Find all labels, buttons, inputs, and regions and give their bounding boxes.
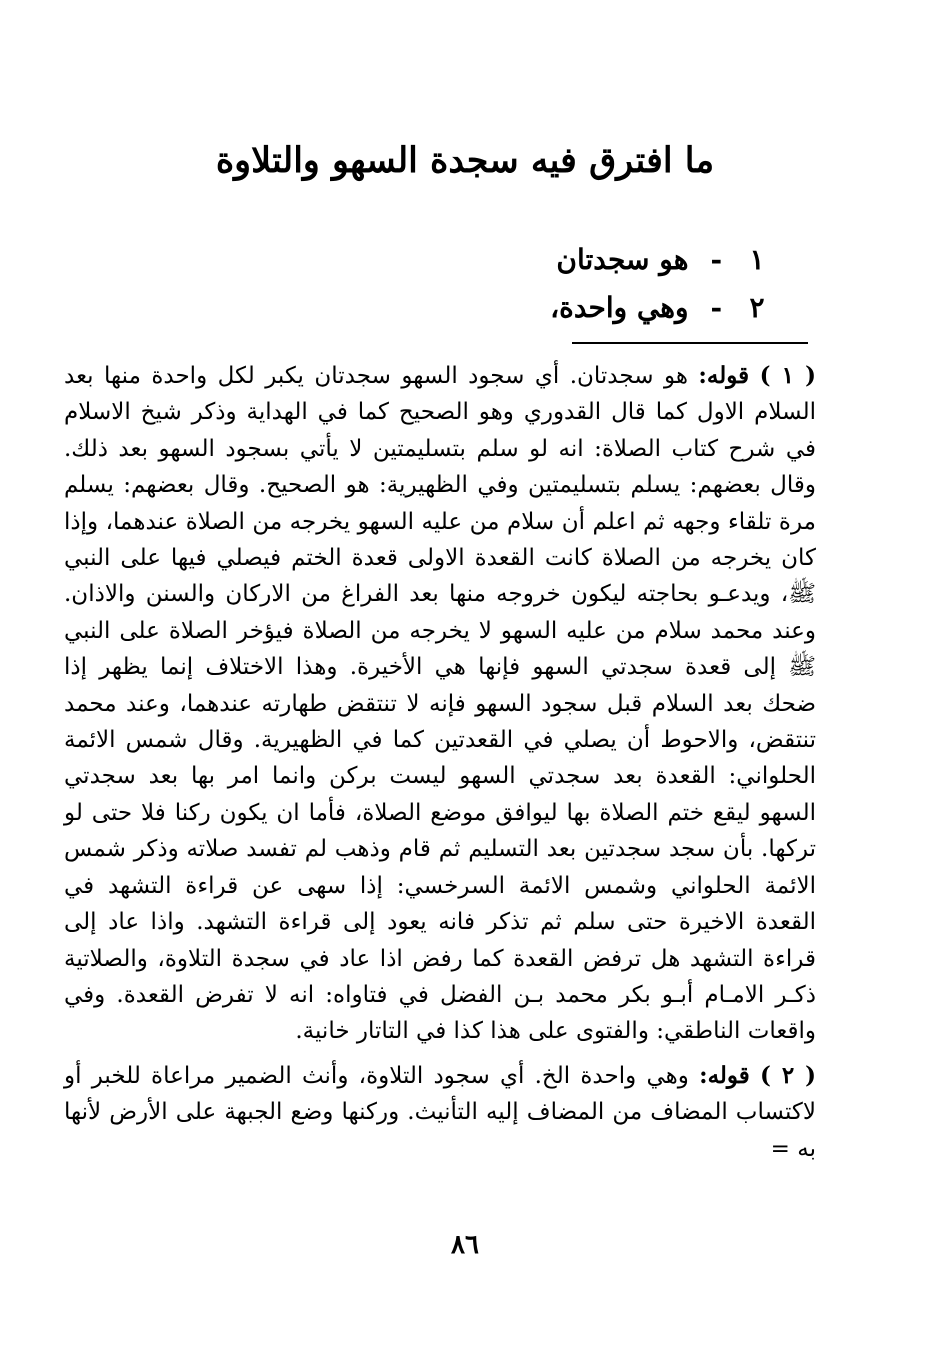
separator-rule — [572, 342, 808, 344]
matn-number: ١ — [749, 243, 765, 276]
commentary-text: هو سجدتان. أي سجود السهو سجدتان يكبر لكل واحدة منها بعد السلام الاول كما قال القدوري وهو الصحيح كما في الهداية وذكر شيخ الاسلام في شرح كتاب الصلاة: انه لو سلم بتسليمتين لا يأتي بسجود السهو بعد ذلك. وقال بعضهم: يسلم بتسليمتين وفي الظهيرية: هو الصحيح. وقال بعضهم: يسلم مرة تلقاء وجهه ثم اعلم أن سلام من عليه السهو يخرجه من الصلاة عندهما، وإذا كان يخرجه من الصلاة كانت القعدة الاولى قعدة الختم فيصلي فيها على النبي ﷺ، ويدعـو بحاجته ليكون خروجه منها بعد الفراغ من الاركان والسنن والاذان. وعند محمد سلام من عليه السهو لا يخرجه من الصلاة فيؤخر الصلاة على النبي ﷺ إلى قعدة سجدتي السهو فإنها هي الأخيرة. وهذا الاختلاف إنما يظهر إذا ضحك بعد السلام قبل سجود السهو فإنه لا تنتقض طهارته عندهما، وعند محمد تنتقض، والاحوط أن يصلي في القعدتين كما في الظهيرية. وقال شمس الائمة الحلواني: القعدة بعد سجدتي السهو ليست بركن وانما امر بها بعد سجدتي السهو ليقع ختم الصلاة بها ليوافق موضع الصلاة، فأما ان يكون ركنا فلا حتى لو تركها. بأن سجد سجدتين بعد التسليم ثم قام وذهب لم تفسد صلاته وذكر شمس الائمة الحلواني وشمس الائمة السرخسي: إذا سهى عن قراءة التشهد في القعدة الاخيرة حتى سلم ثم تذكر فانه يعود إلى قراءة التشهد. واذا عاد إلى قراءة التشهد هل ترفض القعدة كما رفض اذا عاد في سجدة التلاوة، والصلاتية ذكـر الامـام أبـو بكر محمد بـن الفضل في فتاواه: انه لا تفرض القعدة. وفي واقعات الناطقي: والفتوى على هذا كذا في التاتار خانية. — [64, 363, 816, 1045]
matn-dash: - — [710, 291, 723, 324]
matn-list — [450, 236, 770, 332]
matn-number: ٢ — [749, 291, 765, 324]
commentary-lead: قوله: — [699, 1061, 750, 1089]
commentary-paragraph — [64, 358, 816, 1050]
chapter-title: ما افترق فيه سجدة السهو والتلاوة — [215, 140, 715, 181]
page-number: ٨٦ — [451, 1230, 479, 1260]
footnote-ref: ( ٢ ) — [760, 1061, 817, 1089]
commentary-text: وهي واحدة الخ. أي سجود التلاوة، وأنث الضمير مراعاة للخبر أو لاكتساب المضاف من المضاف إليه التأنيث. وركنها وضع الجبهة على الأرض لأنها به = — [64, 1062, 816, 1162]
commentary-paragraph — [64, 1058, 816, 1167]
matn-item — [450, 284, 770, 332]
matn-item — [450, 236, 770, 284]
commentary-section — [64, 358, 816, 1167]
matn-text: وهي واحدة، — [550, 291, 689, 324]
matn-dash: - — [710, 243, 723, 276]
matn-text: هو سجدتان — [556, 243, 689, 276]
commentary-lead: قوله: — [698, 362, 750, 389]
footnote-ref: ( ١ ) — [759, 362, 817, 389]
